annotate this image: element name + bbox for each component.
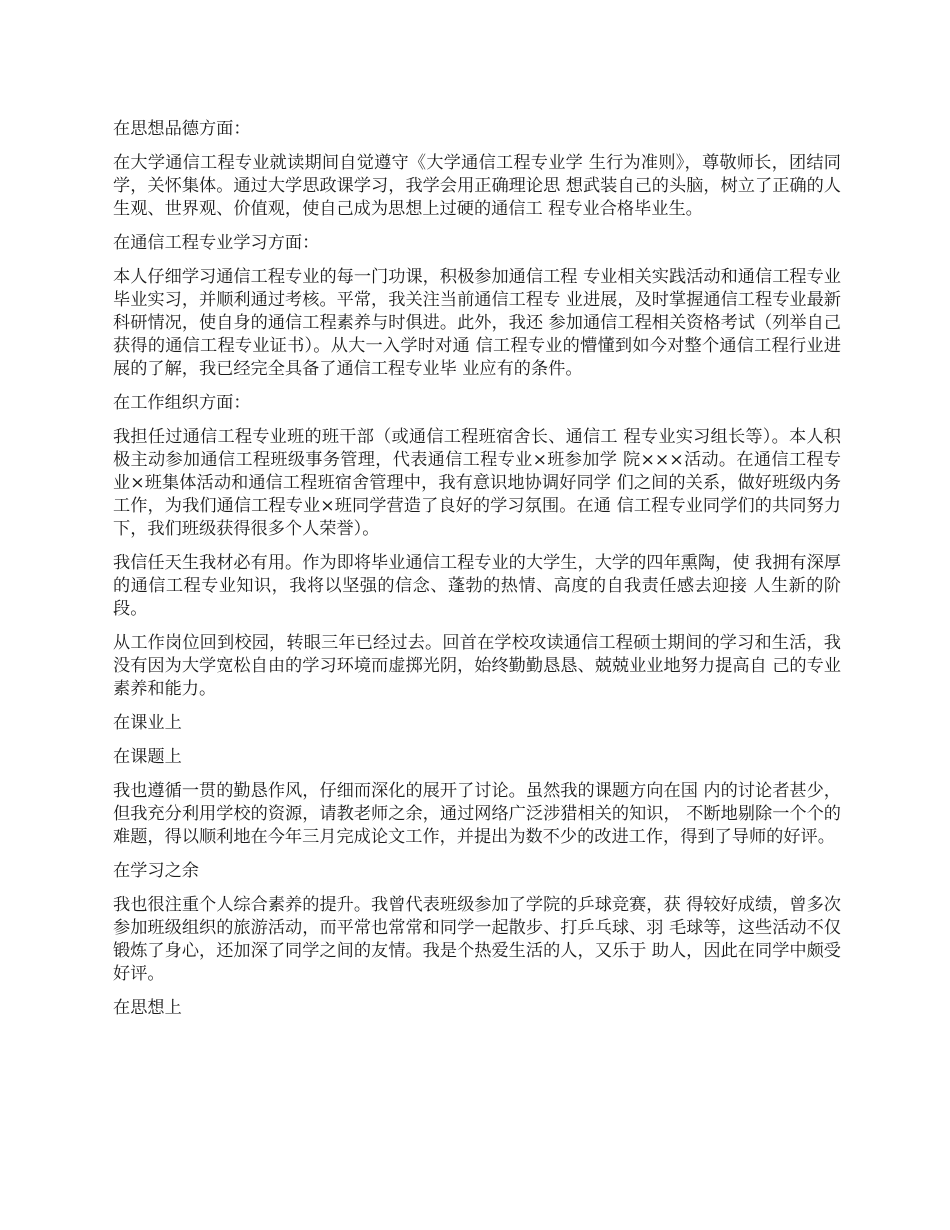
section-heading-study: 在通信工程专业学习方面：: [113, 233, 320, 253]
paragraph-extracurricular: 我也很注重个人综合素养的提升。我曾代表班级参加了学院的乒球竞赛，获 得较好成绩，曾多次参加班级组织的旅游活动，而平常也常常和同学一起散步、打乒乓球、羽 毛球等，这些活动不仅锻炼了身心，还加深了同学之间的友情。我是个热爱生活的人，又乐于 助人，因此在同学中颇受好评。: [113, 895, 841, 984]
paragraph-organization: 我担任过通信工程专业班的班干部（或通信工程班宿舍长、通信工 程专业实习组长等）。本人积极主动参加通信工程班级事务管理，代表通信工程专业×班参加学 院×××活动。在通信工程专业×班集体活动和通信工程班宿舍管理中，我有意识地协调好同学 们之间的关系，做好班级内务工作，为我们通信工程专业×班同学营造了良好的学习氛围。在通 信工程专业同学们的共同努力下，我们班级获得很多个人荣誉）。: [113, 427, 841, 539]
section-heading-extracurricular: 在学习之余: [113, 861, 199, 881]
paragraph-study: 本人仔细学习通信工程专业的每一门功课，积极参加通信工程 专业相关实践活动和通信工程专业毕业实习，并顺利通过考核。平常，我关注当前通信工程专 业进展，及时掌握通信工程专业最新科研情况，使自身的通信工程素养与时俱进。此外，我还 参加通信工程相关资格考试（列举自己获得的通信工程专业证书）。从大一入学时对通 信工程专业的懵懂到如今对整个通信工程行业进展的了解，我已经完全具备了通信工程专业毕 业应有的条件。: [113, 267, 841, 379]
document-body: [113, 118, 841, 1031]
paragraph-return-campus: 从工作岗位回到校园，转眼三年已经过去。回首在学校攻读通信工程硕士期间的学习和生活，我没有因为大学宽松自由的学习环境而虚掷光阴，始终勤勤恳恳、兢兢业业地努力提高自 己的专业素养和能力。: [113, 633, 841, 699]
section-heading-research: 在课题上: [113, 747, 182, 767]
paragraph-belief: 我信任天生我材必有用。作为即将毕业通信工程专业的大学生，大学的四年熏陶，使 我拥有深厚的通信工程专业知识，我将以坚强的信念、蓬勃的热情、高度的自我责任感去迎接 人生新的阶段。: [113, 553, 841, 619]
paragraph-moral: 在大学通信工程专业就读期间自觉遵守《大学通信工程专业学 生行为准则》，尊敬师长，团结同学，关怀集体。通过大学思政课学习，我学会用正确理论思 想武装自己的头脑，树立了正确的人生观、世界观、价值观，使自己成为思想上过硬的通信工 程专业合格毕业生。: [113, 153, 841, 219]
paragraph-research: 我也遵循一贯的勤恳作风，仔细而深化的展开了讨论。虽然我的课题方向在国 内的讨论者甚少，但我充分利用学校的资源，请教老师之余，通过网络广泛涉猎相关的知识， 不断地剔除一个个的难题，得以顺利地在今年三月完成论文工作，并提出为数不少的改进工作，得到了导师的好评。: [113, 781, 841, 847]
section-heading-coursework: 在课业上: [113, 713, 182, 733]
section-heading-thought: 在思想上: [113, 998, 182, 1018]
section-heading-organization: 在工作组织方面：: [113, 393, 251, 413]
section-heading-moral: 在思想品德方面：: [113, 119, 251, 139]
